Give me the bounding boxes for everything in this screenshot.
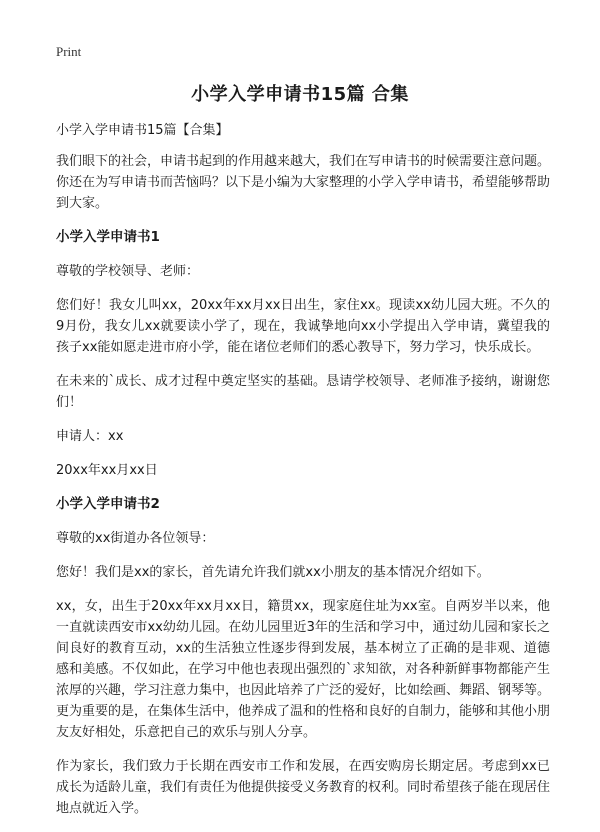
- section-heading-2: 小学入学申请书2: [56, 496, 160, 512]
- section-heading-1: 小学入学申请书1: [56, 229, 160, 245]
- section2-paragraph-1: 您好！我们是xx的家长，首先请允许我们就xx小朋友的基本情况介绍如下。: [56, 565, 490, 580]
- application-date: 20xx年xx月xx日: [56, 463, 158, 478]
- print-label: Print: [56, 44, 82, 59]
- intro-paragraph: 我们眼下的社会，申请书起到的作用越来越大，我们在写申请书的时候需要注意问题。你还在为写申请书而苦恼吗？以下是小编为大家整理的小学入学申请书，希望能够帮助到大家。: [56, 154, 551, 211]
- document-body: [56, 120, 550, 832]
- page-title: 小学入学申请书15篇 合集: [191, 84, 409, 105]
- salutation-2: 尊敬的xx街道办各位领导：: [56, 531, 215, 546]
- document-subtitle: 小学入学申请书15篇【合集】: [56, 123, 229, 138]
- applicant-signature: 申请人：xx: [56, 429, 124, 444]
- section2-paragraph-2: xx，女，出生于20xx年xx月xx日，籍贯xx，现家庭住址为xx室。自两岁半以来，他一直就读西安市xx幼幼儿园。在幼儿园里近3年的生活和学习中，通过幼儿园和家长之间良好的教育互动，xx的生活独立性逐步得到发展，基本树立了正确的是非观、道德感和美感。不仅如此，在学习中他也表现出强烈的`求知欲，对各种新鲜事物都能产生浓厚的兴趣，学习注意力集中，也因此培养了广泛的爱好，比如绘画、舞蹈、钢琴等。更为重要的是，在集体生活中，他养成了温和的性格和良好的自制力，能够和其他小朋友友好相处，乐意把自己的欢乐与别人分享。: [56, 599, 551, 740]
- section1-paragraph-2: 在未来的`成长、成才过程中奠定坚实的基础。恳请学校领导、老师准予接纳，谢谢您们！: [56, 374, 550, 410]
- section2-paragraph-3: 作为家长，我们致力于长期在西安市工作和发展，在西安购房长期定居。考虑到xx已成长为适龄儿童，我们有责任为他提供接受义务教育的权利。同时希望孩子能在现居住地点就近入学。: [56, 759, 551, 816]
- section1-paragraph-1: 您们好！我女儿叫xx，20xx年xx月xx日出生，家住xx。现读xx幼儿园大班。不久的9月份，我女儿xx就要读小学了，现在，我诚挚地向xx小学提出入学申请，冀望我的孩子xx能如愿走进市府小学，能在诸位老师们的悉心教导下，努力学习，快乐成长。: [56, 298, 550, 355]
- salutation-1: 尊敬的学校领导、老师：: [56, 264, 200, 279]
